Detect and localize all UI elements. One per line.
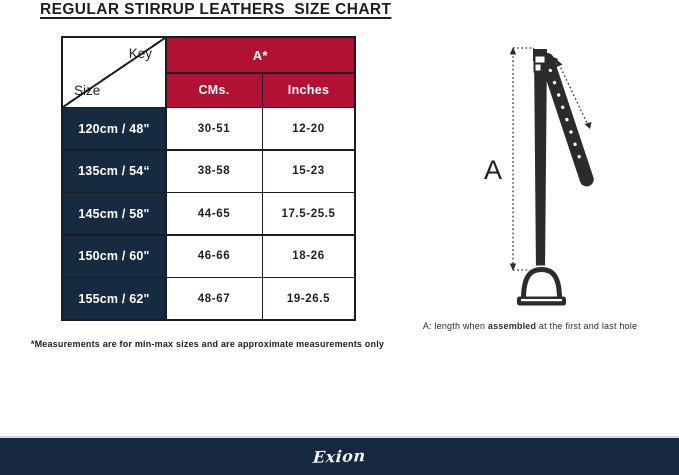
column-header-cms: CMs. xyxy=(167,74,262,107)
diagram-caption xyxy=(420,321,640,331)
dimension-line-icon xyxy=(510,47,534,271)
caption-suffix: at the first and last hole xyxy=(536,321,638,331)
measurements-footnote: *Measurements are for min-max sizes and are approximate measurements only xyxy=(30,339,385,349)
caption-bold-word: assembled xyxy=(487,321,537,331)
cms-cell: 44-65 xyxy=(167,193,262,234)
inches-cell: 18-26 xyxy=(263,236,354,277)
brand-logo: Exion xyxy=(312,446,367,467)
page-title: REGULAR STIRRUP LEATHERS SIZE CHART xyxy=(40,1,392,18)
stirrup-leather-illustration xyxy=(430,35,650,315)
inches-cell: 17.5-25.5 xyxy=(263,193,354,234)
dimension-label: A xyxy=(483,155,503,185)
key-size-header-cell xyxy=(63,38,165,107)
cms-cell: 46-66 xyxy=(167,236,262,277)
size-cell: 135cm / 54“ xyxy=(63,151,165,192)
size-label: Size xyxy=(74,82,101,98)
stirrup-iron-icon xyxy=(517,266,566,306)
size-cell: 155cm / 62" xyxy=(63,278,165,319)
caption-prefix: A: length when xyxy=(422,321,488,331)
cms-cell: 38-58 xyxy=(167,151,262,192)
cms-cell: 30-51 xyxy=(167,108,262,149)
key-label: Key xyxy=(128,46,152,61)
size-cell: 150cm / 60" xyxy=(63,236,165,277)
inches-cell: 19-26.5 xyxy=(263,278,354,319)
inches-cell: 12-20 xyxy=(263,108,354,149)
cms-cell: 48-67 xyxy=(167,278,262,319)
size-cell: 120cm / 48" xyxy=(63,108,165,149)
size-cell: 145cm / 58" xyxy=(63,193,165,234)
size-chart-table xyxy=(61,36,356,321)
column-group-header-a: A* xyxy=(167,38,355,72)
footer-bar xyxy=(0,436,679,475)
column-header-inches: Inches xyxy=(263,74,354,107)
inches-cell: 15-23 xyxy=(263,151,354,192)
